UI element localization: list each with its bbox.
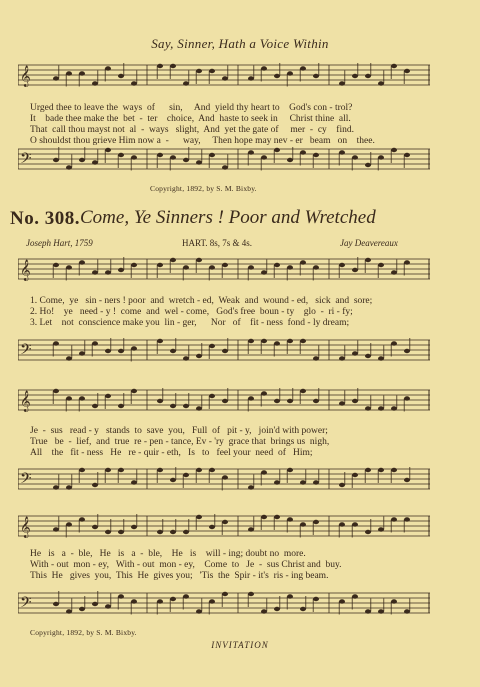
- top-hymn-title: Say, Sinner, Hath a Voice Within: [151, 36, 329, 51]
- staff-treble-2: [18, 256, 430, 282]
- s2-lyric-line-3: All the fit - ness He re - quir - eth, Is to feel your need of Him;: [30, 448, 313, 458]
- svg-text:𝄢: 𝄢: [20, 341, 32, 362]
- s2-lyric-line-1: Je - sus read - y stands to save you, Full of pit - y, join'd with power;: [30, 426, 328, 436]
- staff-bass-4: [18, 590, 430, 616]
- s3-lyric-line-3: This He gives you, This He gives you; 'Tis the Spir - it's ris - ing beam.: [30, 571, 329, 581]
- staff-bass-3: [18, 466, 430, 492]
- top-lyric-line-3: That call thou mayst not al - ways slight, And yet the gate of mer - cy find.: [30, 125, 354, 135]
- hymn-number: No. 308.: [10, 208, 80, 229]
- svg-text:𝄞: 𝄞: [20, 260, 31, 281]
- top-lyric-line-2: It bade thee make the bet - ter choice, And haste to seek in Christ thine all.: [30, 114, 351, 124]
- staff-bass-2: [18, 337, 430, 363]
- staff-treble-3: [18, 387, 430, 413]
- s1-lyric-line-1: 1. Come, ye sin - ners ! poor and wretch - ed, Weak and wound - ed, sick and sore;: [30, 296, 373, 306]
- hymn-composer: Jay Deavereaux: [340, 238, 398, 248]
- s2-lyric-line-2: True be - lief, and true re - pen - tance, Ev - 'ry grace that brings us nigh,: [30, 437, 330, 447]
- hymn-tune: HART. 8s, 7s & 4s.: [182, 238, 253, 248]
- top-copyright: Copyright, 1892, by S. M. Bixby.: [150, 184, 257, 193]
- top-lyric-line-4: O shouldst thou grieve Him now a - way, Then hope may nev - er beam on thee.: [30, 136, 375, 146]
- section-title: INVITATION: [211, 640, 269, 650]
- hymn-copyright: Copyright, 1892, by S. M. Bixby.: [30, 628, 137, 637]
- staff-treble-4: [18, 513, 430, 539]
- s1-lyric-line-3: 3. Let not conscience make you lin - ger, Nor of fit - ness fond - ly dream;: [30, 318, 350, 328]
- svg-text:𝄢: 𝄢: [20, 470, 32, 491]
- s1-lyric-line-2: 2. Ho! ye need - y ! come and wel - come, God's free boun - ty glo - ri - fy;: [30, 307, 353, 317]
- staff-treble-1: [18, 62, 430, 88]
- s3-lyric-line-1: He is a - ble, He is a - ble, He is will - ing; doubt no more.: [30, 549, 306, 559]
- hymn-author: Joseph Hart, 1759: [26, 238, 93, 248]
- svg-text:𝄞: 𝄞: [20, 391, 31, 412]
- svg-text:𝄞: 𝄞: [20, 517, 31, 538]
- top-lyric-line-1: Urged thee to leave the ways of sin, And yield thy heart to God's con - trol?: [30, 103, 353, 113]
- staff-bass-1: [18, 146, 430, 172]
- svg-text:𝄢: 𝄢: [20, 150, 32, 171]
- s3-lyric-line-2: With - out mon - ey, With - out mon - ey, Come to Je - sus Christ and buy.: [30, 560, 342, 570]
- hymn-title: Come, Ye Sinners ! Poor and Wretched: [80, 207, 376, 228]
- svg-text:𝄢: 𝄢: [20, 594, 32, 615]
- svg-text:𝄞: 𝄞: [20, 66, 31, 87]
